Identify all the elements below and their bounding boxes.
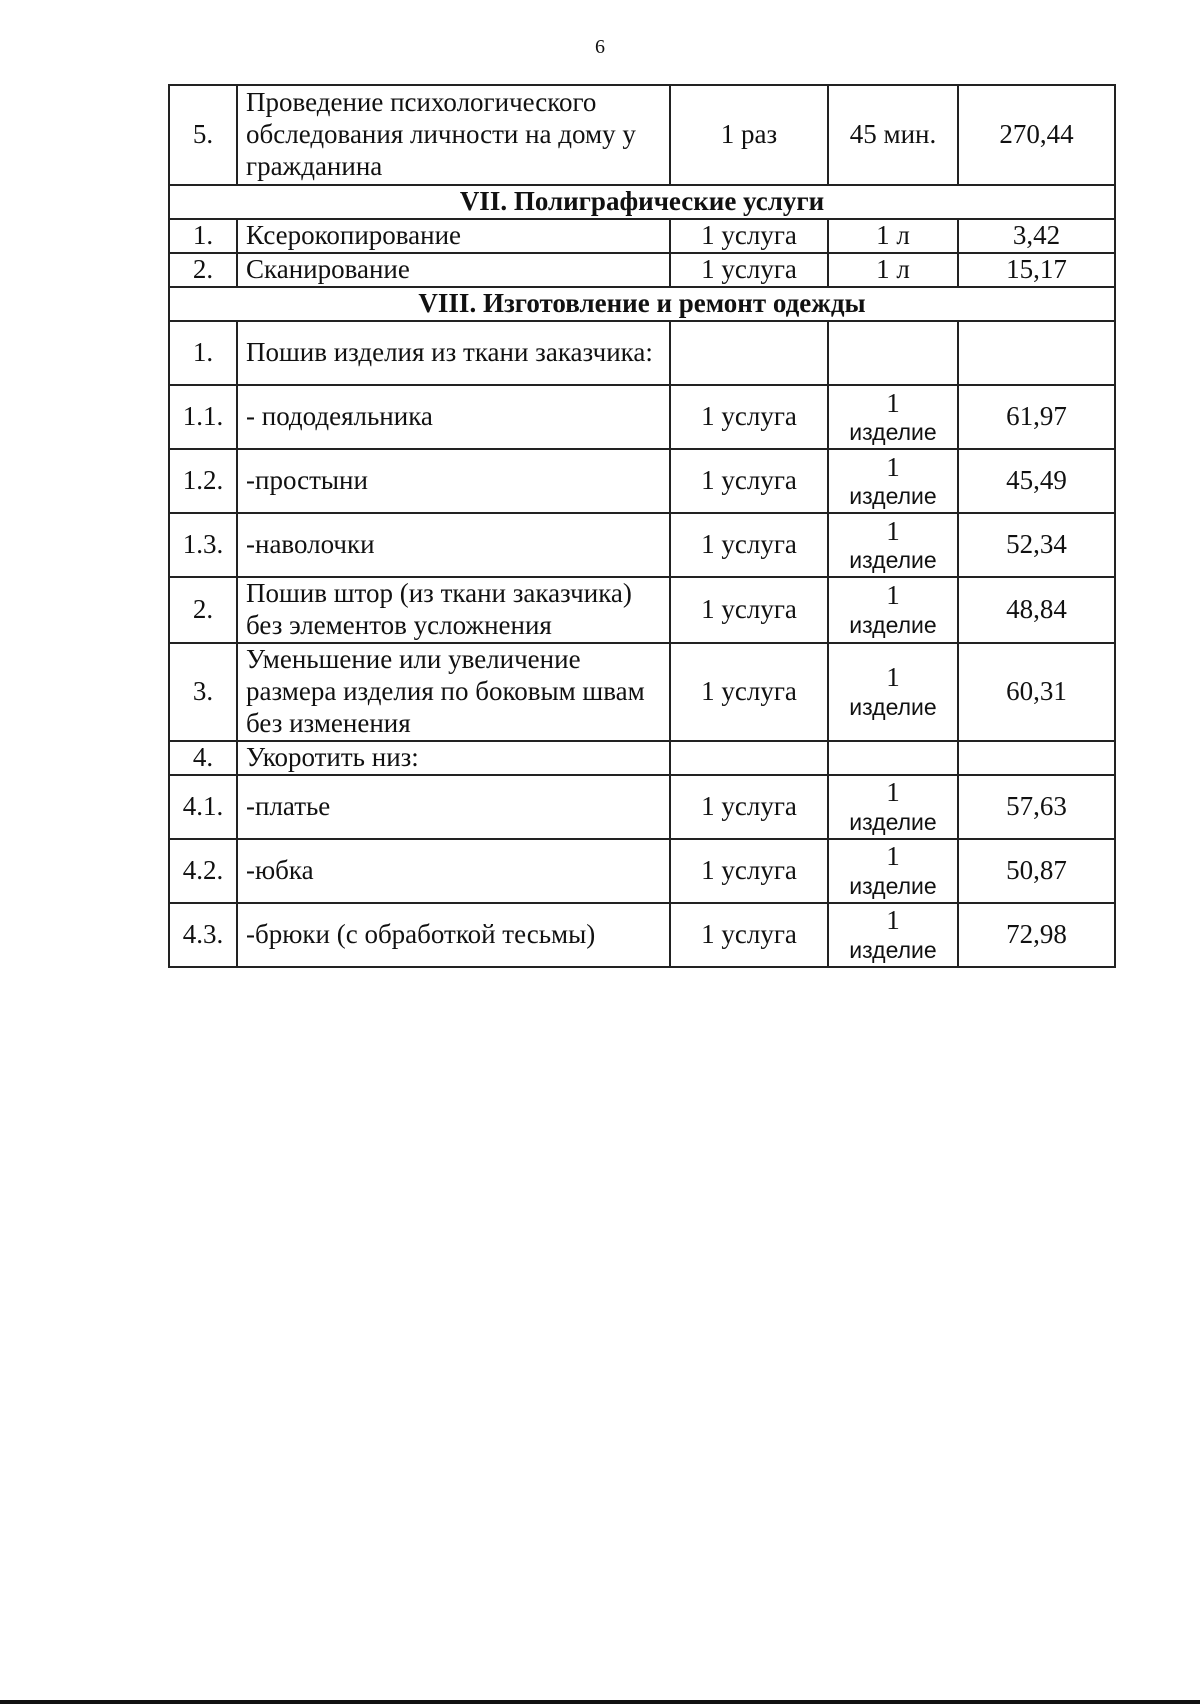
service-name: Пошив изделия из ткани заказчика: — [237, 321, 670, 385]
service-name: Уменьшение или увеличение размера изделия по боковым швам без изменения — [237, 643, 670, 741]
row-number: 4.2. — [169, 839, 237, 903]
row-number: 5. — [169, 85, 237, 185]
unit: 1 услуга — [670, 839, 828, 903]
quantity — [828, 253, 958, 287]
price: 60,31 — [958, 643, 1115, 741]
quantity — [828, 775, 958, 839]
unit: 1 услуга — [670, 385, 828, 449]
price: 48,84 — [958, 577, 1115, 643]
page-number: 6 — [595, 36, 605, 58]
service-name: -наволочки — [237, 513, 670, 577]
row-number: 3. — [169, 643, 237, 741]
table-row — [169, 839, 1115, 903]
row-number: 4. — [169, 741, 237, 775]
quantity-value: 45 мин. — [849, 119, 937, 150]
table-row — [169, 449, 1115, 513]
price: 15,17 — [958, 253, 1115, 287]
section-header-row — [169, 185, 1115, 219]
price: 72,98 — [958, 903, 1115, 967]
service-name: -юбка — [237, 839, 670, 903]
service-name: -платье — [237, 775, 670, 839]
quantity-unit: изделие — [849, 809, 937, 836]
unit: 1 раз — [670, 85, 828, 185]
quantity-value: 1 л — [876, 220, 910, 251]
price: 3,42 — [958, 219, 1115, 253]
price: 57,63 — [958, 775, 1115, 839]
row-number: 4.3. — [169, 903, 237, 967]
table-row — [169, 253, 1115, 287]
service-name: Ксерокопирование — [237, 219, 670, 253]
section-title: VIII. Изготовление и ремонт одежды — [169, 287, 1115, 321]
quantity-value: 1 — [886, 387, 900, 418]
service-name: - пододеяльника — [237, 385, 670, 449]
quantity — [828, 385, 958, 449]
table-row — [169, 643, 1115, 741]
quantity-unit: изделие — [849, 873, 937, 900]
quantity-value: 1 — [886, 841, 900, 872]
quantity — [828, 643, 958, 741]
service-name: -брюки (с обработкой тесьмы) — [237, 903, 670, 967]
price — [958, 741, 1115, 775]
price — [958, 321, 1115, 385]
unit: 1 услуга — [670, 219, 828, 253]
bottom-rule — [0, 1700, 1200, 1704]
price: 45,49 — [958, 449, 1115, 513]
table-row — [169, 741, 1115, 775]
quantity — [828, 219, 958, 253]
quantity-unit: изделие — [849, 419, 937, 446]
section-header-row — [169, 287, 1115, 321]
quantity — [828, 85, 958, 185]
unit — [670, 741, 828, 775]
row-number: 2. — [169, 253, 237, 287]
quantity-value: 1 — [886, 662, 900, 693]
quantity-value: 1 — [886, 515, 900, 546]
row-number: 1. — [169, 321, 237, 385]
row-number: 1.2. — [169, 449, 237, 513]
quantity-unit: изделие — [849, 937, 937, 964]
price-table — [168, 84, 1116, 968]
service-name: Укоротить низ: — [237, 741, 670, 775]
quantity — [828, 839, 958, 903]
service-name: Пошив штор (из ткани заказчика) без элементов усложнения — [237, 577, 670, 643]
unit: 1 услуга — [670, 643, 828, 741]
table-row — [169, 903, 1115, 967]
unit: 1 услуга — [670, 449, 828, 513]
unit: 1 услуга — [670, 903, 828, 967]
table-row — [169, 513, 1115, 577]
price: 61,97 — [958, 385, 1115, 449]
section-title: VII. Полиграфические услуги — [169, 185, 1115, 219]
quantity-value: 1 — [886, 451, 900, 482]
unit: 1 услуга — [670, 577, 828, 643]
quantity-unit: изделие — [849, 612, 937, 639]
table-row — [169, 775, 1115, 839]
row-number: 1.3. — [169, 513, 237, 577]
service-name: Проведение психологического обследования личности на дому у гражданина — [237, 85, 670, 185]
row-number: 4.1. — [169, 775, 237, 839]
service-name: Сканирование — [237, 253, 670, 287]
quantity — [828, 903, 958, 967]
quantity-value: 1 л — [876, 254, 910, 285]
quantity — [828, 741, 958, 775]
unit: 1 услуга — [670, 253, 828, 287]
quantity-value: 1 — [886, 777, 900, 808]
quantity — [828, 513, 958, 577]
unit: 1 услуга — [670, 775, 828, 839]
table-row — [169, 321, 1115, 385]
table-row — [169, 85, 1115, 185]
price-table-body — [169, 85, 1115, 967]
quantity-value: 1 — [886, 580, 900, 611]
price: 52,34 — [958, 513, 1115, 577]
row-number: 1.1. — [169, 385, 237, 449]
table-row — [169, 385, 1115, 449]
quantity — [828, 577, 958, 643]
table-row — [169, 577, 1115, 643]
price: 270,44 — [958, 85, 1115, 185]
quantity — [828, 449, 958, 513]
unit: 1 услуга — [670, 513, 828, 577]
quantity-value: 1 — [886, 905, 900, 936]
price: 50,87 — [958, 839, 1115, 903]
service-name: -простыни — [237, 449, 670, 513]
row-number: 2. — [169, 577, 237, 643]
quantity-unit: изделие — [849, 483, 937, 510]
quantity — [828, 321, 958, 385]
quantity-unit: изделие — [849, 694, 937, 721]
table-row — [169, 219, 1115, 253]
unit — [670, 321, 828, 385]
quantity-unit: изделие — [849, 547, 937, 574]
row-number: 1. — [169, 219, 237, 253]
